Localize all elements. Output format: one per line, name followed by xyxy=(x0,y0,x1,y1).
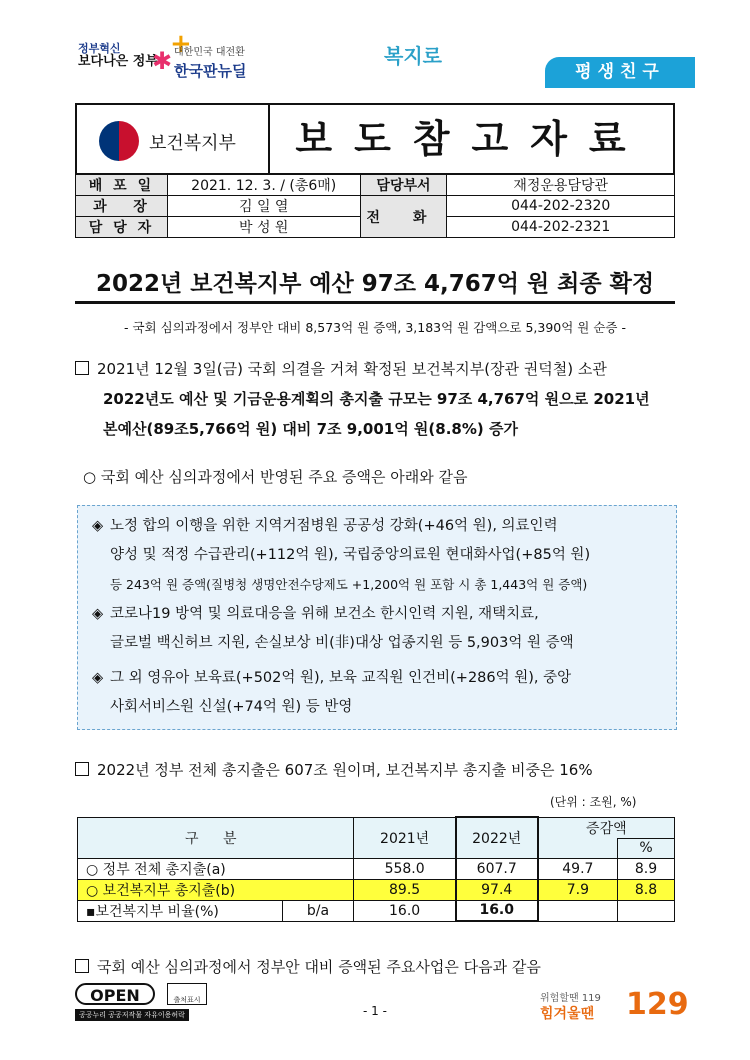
logo1-top-text: 정부혁신 xyxy=(78,42,121,55)
hotline-main-text: 힘겨울땐 xyxy=(540,1006,595,1022)
row-2021: 558.0 xyxy=(354,858,456,879)
korean-new-deal-logo xyxy=(152,43,247,81)
row-increase: 49.7 xyxy=(538,858,618,879)
row-label: ○ 정부 전체 총지출(a) xyxy=(78,858,354,879)
bullet-1-line2: 양성 및 적정 수급관리(+112억 원), 국립중앙의료원 현대화사업(+85억 원) xyxy=(110,547,591,563)
key-increase-box xyxy=(77,505,677,730)
checkbox-icon xyxy=(75,959,89,973)
ministry-emblem-icon xyxy=(99,121,139,161)
open-badge: OPEN xyxy=(75,983,155,1005)
bullet-3 xyxy=(92,664,662,722)
row-2021: 89.5 xyxy=(354,879,456,900)
diamond-icon: ◈ xyxy=(92,606,104,622)
paragraph-1-line3: 본예산(89조5,766억 원) 대비 7조 9,001억 원(8.8%) 증가 xyxy=(103,420,518,438)
row-increase: 7.9 xyxy=(538,879,618,900)
paragraph-1 xyxy=(75,354,685,444)
bullet-1-line1: 노정 합의 이행을 위한 지역거점병원 공공성 강화(+46억 원), 의료인력 xyxy=(110,518,558,534)
subheadline: - 국회 심의과정에서 정부안 대비 8,573억 원 증액, 3,183억 원 감액으로 5,390억 원 순증 - xyxy=(123,320,626,335)
checkbox-icon xyxy=(75,361,89,375)
paragraph-3: 2022년 정부 전체 총지출은 607조 원이며, 보건복지부 총지출 비중은 16% xyxy=(75,755,685,785)
logo2-main-text: 한국판뉴딜 xyxy=(174,62,247,80)
hotline-top-text: 위험할땐 119 xyxy=(540,993,601,1004)
diamond-icon: ◈ xyxy=(92,518,104,534)
checkbox-icon xyxy=(75,762,89,776)
ratio-formula: b/a xyxy=(282,900,354,921)
header-2021: 2021년 xyxy=(354,817,456,858)
paragraph-4: 국회 예산 심의과정에서 정부안 대비 증액된 주요사업은 다음과 같음 xyxy=(75,952,685,982)
header-gubun: 구 분 xyxy=(78,817,354,858)
table-row-highlight xyxy=(78,879,675,900)
ratio-label: ▪보건복지부 비율(%) xyxy=(78,900,283,921)
gov-innovation-logo xyxy=(78,29,192,69)
logo2-top-text: 대한민국 대전환 xyxy=(174,47,245,58)
header-pct: % xyxy=(618,838,675,858)
chief-label: 과 장 xyxy=(76,196,168,217)
header-2022: 2022년 xyxy=(456,817,538,858)
plus-icon: + xyxy=(170,29,192,59)
page-number: - 1 - xyxy=(363,1004,387,1018)
bullet-3-line2: 사회서비스원 신설(+74억 원) 등 반영 xyxy=(110,699,353,715)
ministry-name: 보건복지부 xyxy=(149,133,236,154)
staff-label: 담 당 자 xyxy=(76,217,168,238)
row-label: ○ 보건복지부 총지출(b) xyxy=(78,879,354,900)
table-header-row xyxy=(78,817,675,838)
bullet-2-line1: 코로나19 방역 및 의료대응을 위해 보건소 한시인력 지원, 재택치료, xyxy=(110,606,539,622)
diamond-icon: ◈ xyxy=(92,670,104,686)
row-pct: 8.8 xyxy=(618,879,675,900)
phone2-value: 044-202-2321 xyxy=(447,217,675,238)
document-type-title: 보도참고자료 xyxy=(295,117,648,161)
star-icon: ✱ xyxy=(152,47,173,75)
headline-rule xyxy=(75,301,675,304)
release-info-table xyxy=(75,175,675,238)
staff-value: 박 성 원 xyxy=(167,217,360,238)
row-pct: 8.9 xyxy=(618,858,675,879)
bokjiro-logo: 복지로 xyxy=(384,44,442,68)
unit-note: (단위 : 조원, %) xyxy=(550,795,637,809)
logo1-main-text: 보다나은 정부 xyxy=(78,54,158,69)
dept-label: 담당부서 xyxy=(360,175,447,196)
hotline-number: 129 xyxy=(626,987,689,1022)
release-date-label: 배 포 일 xyxy=(76,175,168,196)
header-increase: 증감액 xyxy=(538,817,675,838)
paragraph-1-line1: 2021년 12월 3일(금) 국회 의결을 거쳐 확정된 보건복지부(장관 권덕철) 소관 xyxy=(75,354,685,384)
paragraph-2: ○ 국회 예산 심의과정에서 반영된 주요 증액은 아래와 같음 xyxy=(83,468,468,486)
open-caption: 공공누리 공공저작물 자유이용허락 xyxy=(75,1009,189,1021)
phone-label: 전 화 xyxy=(360,196,447,238)
ratio-pct-blank xyxy=(618,900,675,921)
dept-value: 재정운용담당관 xyxy=(447,175,675,196)
table-row xyxy=(76,175,675,196)
title-box xyxy=(75,103,675,175)
row-2022: 97.4 xyxy=(456,879,538,900)
attribution-icon: 출처표시 xyxy=(167,983,207,1005)
lifelong-friend-banner: 평생친구 xyxy=(545,57,695,88)
chief-value: 김 일 열 xyxy=(167,196,360,217)
bullet-1-line3: 등 243억 원 증액(질병청 생명안전수당제도 +1,200억 원 포함 시 총 1,443억 원 증액) xyxy=(110,577,588,592)
paragraph-1-line2: 2022년도 예산 및 기금운용계획의 총지출 규모는 97조 4,767억 원으로 2021년 xyxy=(103,390,650,408)
header-increase-blank xyxy=(538,838,618,858)
phone1-value: 044-202-2320 xyxy=(447,196,675,217)
table-row xyxy=(76,196,675,217)
bullet-2 xyxy=(92,600,662,658)
headline: 2022년 보건복지부 예산 97조 4,767억 원 최종 확정 xyxy=(95,271,655,297)
table-row xyxy=(78,900,675,921)
bullet-2-line2: 글로벌 백신허브 지원, 손실보상 비(非)대상 업종지원 등 5,903억 원 증액 xyxy=(110,635,574,651)
ratio-increase-blank xyxy=(538,900,618,921)
ratio-2022: 16.0 xyxy=(456,900,538,921)
bullet-3-line1: 그 외 영유아 보육료(+502억 원), 보육 교직원 인건비(+286억 원), 중앙 xyxy=(110,670,572,686)
bullet-1 xyxy=(92,512,662,599)
budget-table xyxy=(77,816,675,922)
row-2022: 607.7 xyxy=(456,858,538,879)
release-date-value: 2021. 12. 3. / (총6매) xyxy=(167,175,360,196)
ratio-2021: 16.0 xyxy=(354,900,456,921)
table-row xyxy=(78,858,675,879)
